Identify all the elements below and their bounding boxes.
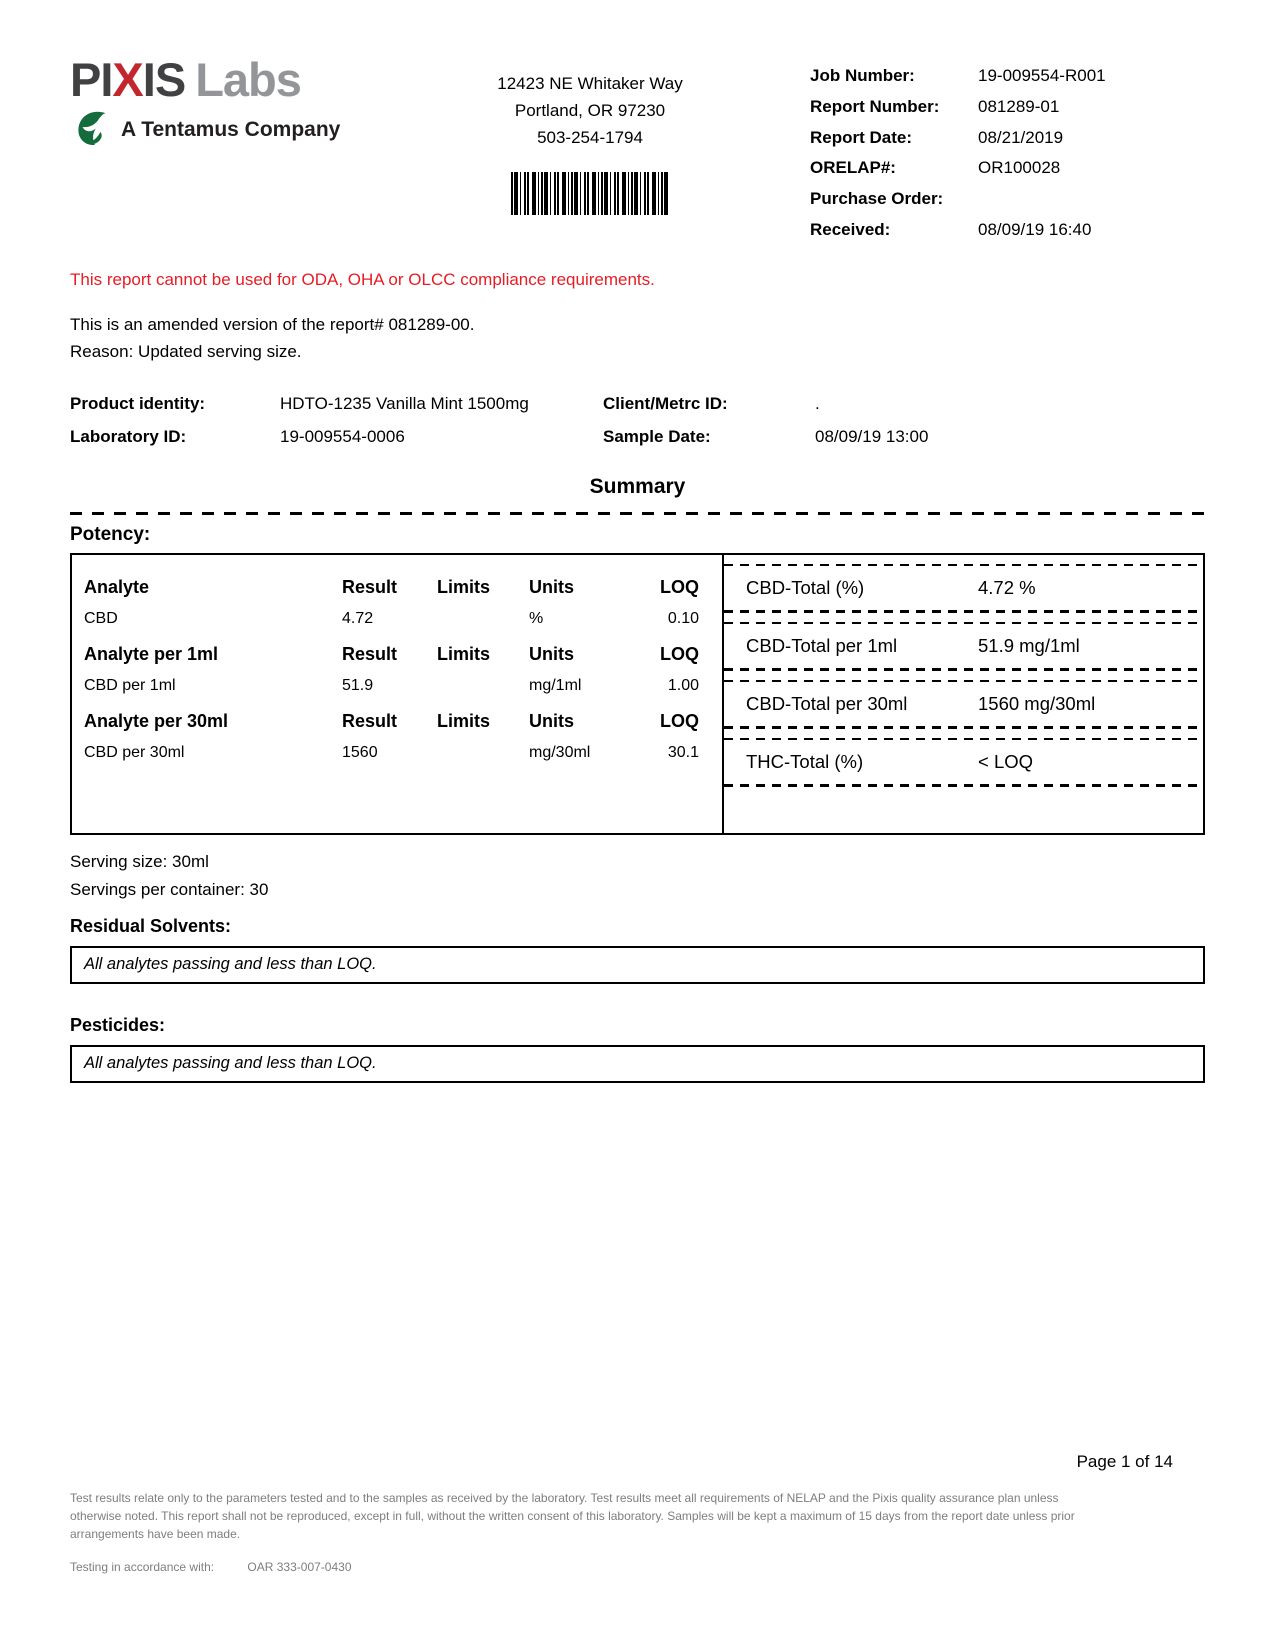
total-label: CBD-Total per 1ml xyxy=(746,635,898,657)
testing-value: OAR 333-007-0430 xyxy=(247,1560,352,1574)
brand-text: IS xyxy=(142,53,186,106)
totals-panel xyxy=(724,555,1203,833)
col-result: Result xyxy=(342,710,398,731)
leaf-icon xyxy=(76,107,112,152)
col-analyte: Analyte per 30ml xyxy=(84,710,229,731)
sample-date-label: Sample Date: xyxy=(603,427,711,447)
laboratory-id-value: 19-009554-0006 xyxy=(280,427,405,447)
page-indicator: Page 1 of 14 xyxy=(1076,1452,1173,1471)
report-footer xyxy=(70,1452,1205,1574)
report-date-value: 08/21/2019 xyxy=(978,127,1064,147)
job-number-value: 19-009554-R001 xyxy=(978,66,1106,85)
total-value: < LOQ xyxy=(978,751,1034,773)
total-value: 4.72 % xyxy=(978,577,1036,599)
analyte-limits xyxy=(437,610,529,628)
pesticides-heading: Pesticides: xyxy=(70,1015,166,1036)
analyte-row xyxy=(84,610,722,628)
analyte-table xyxy=(72,555,724,833)
analyte-units: mg/30ml xyxy=(529,743,591,761)
address-line: 503-254-1794 xyxy=(537,128,643,148)
col-result: Result xyxy=(342,643,398,664)
report-meta-grid xyxy=(810,64,1205,242)
analyte-table-header xyxy=(84,711,722,732)
disclaimer-line: Test results relate only to the parameters tested and to the samples as received by the laboratory. Test results meet all requirements of NELAP and the Pixis quality assurance plan unless xyxy=(70,1491,1059,1505)
residual-solvents-note: All analytes passing and less than LOQ. xyxy=(70,946,1205,984)
disclaimer xyxy=(70,1489,1205,1543)
col-units: Units xyxy=(529,643,574,664)
analyte-limits xyxy=(437,744,529,762)
analyte-loq: 0.10 xyxy=(667,609,699,627)
analyte-loq: 30.1 xyxy=(667,743,699,761)
disclaimer-line: otherwise noted. This report shall not be reproduced, except in full, without the written consent of this laboratory. Samples will be kept a maximum of 15 days from the report date unless prior xyxy=(70,1509,1075,1523)
analyte-name: CBD per 1ml xyxy=(84,676,176,694)
col-units: Units xyxy=(529,576,574,597)
dashed-divider xyxy=(724,784,1203,787)
pesticides-note: All analytes passing and less than LOQ. xyxy=(70,1045,1205,1083)
potency-heading: Potency: xyxy=(70,523,151,545)
sample-info xyxy=(70,392,1205,449)
client-metrc-value: . xyxy=(815,394,820,414)
amended-notice xyxy=(70,311,1205,365)
analyte-loq: 1.00 xyxy=(667,676,699,694)
dashed-divider xyxy=(724,668,1203,671)
disclaimer-line: arrangements have been made. xyxy=(70,1527,241,1541)
brand-wordmark xyxy=(70,53,430,106)
potency-box xyxy=(70,553,1205,835)
serving-info xyxy=(70,848,1205,903)
col-analyte: Analyte xyxy=(84,576,150,597)
analyte-name: CBD per 30ml xyxy=(84,743,185,761)
analyte-units: mg/1ml xyxy=(529,676,582,694)
analyte-name: CBD xyxy=(84,609,118,627)
lab-address-block xyxy=(465,56,715,260)
compliance-warning: This report cannot be used for ODA, OHA or OLCC compliance requirements. xyxy=(70,270,655,289)
brand-labs: Labs xyxy=(195,53,301,106)
barcode xyxy=(511,172,669,215)
analyte-units: % xyxy=(529,609,544,627)
residual-solvents-heading: Residual Solvents: xyxy=(70,916,232,937)
col-units: Units xyxy=(529,710,574,731)
analyte-result: 51.9 xyxy=(342,676,374,694)
summary-title: Summary xyxy=(589,474,686,498)
analyte-limits xyxy=(437,677,529,695)
received-label: Received: xyxy=(810,219,891,239)
analyte-result: 1560 xyxy=(342,743,378,761)
col-limits: Limits xyxy=(437,643,491,664)
analyte-table-header xyxy=(84,577,722,598)
orelap-value: OR100028 xyxy=(978,158,1061,178)
brand-tagline: A Tentamus Company xyxy=(121,117,341,141)
sample-date-value: 08/09/19 13:00 xyxy=(815,427,929,447)
dashed-divider xyxy=(724,726,1203,729)
testing-label: Testing in accordance with: xyxy=(70,1560,215,1574)
total-label: CBD-Total per 30ml xyxy=(746,693,908,715)
col-loq: LOQ xyxy=(660,710,699,731)
product-identity-value: HDTO-1235 Vanilla Mint 1500mg xyxy=(280,394,529,414)
analyte-row xyxy=(84,677,722,695)
total-label: CBD-Total (%) xyxy=(746,577,865,599)
total-value: 51.9 mg/1ml xyxy=(978,635,1080,657)
serving-size: Serving size: 30ml xyxy=(70,851,209,871)
laboratory-id-label: Laboratory ID: xyxy=(70,427,187,447)
total-row xyxy=(724,622,1203,671)
orelap-label: ORELAP#: xyxy=(810,158,896,178)
col-loq: LOQ xyxy=(660,576,699,597)
col-limits: Limits xyxy=(437,576,491,597)
job-number-label: Job Number: xyxy=(810,66,915,85)
total-row xyxy=(724,738,1203,787)
col-loq: LOQ xyxy=(660,643,699,664)
servings-per-container: Servings per container: 30 xyxy=(70,879,269,899)
report-meta-block xyxy=(810,56,1205,260)
brand-text: PI xyxy=(70,53,113,106)
purchase-order-label: Purchase Order: xyxy=(810,189,944,209)
received-value: 08/09/19 16:40 xyxy=(978,219,1092,239)
client-metrc-label: Client/Metrc ID: xyxy=(603,394,728,414)
col-analyte: Analyte per 1ml xyxy=(84,643,219,664)
analyte-row xyxy=(84,744,722,762)
brand-tagline-row xyxy=(76,107,430,152)
report-date-label: Report Date: xyxy=(810,127,913,147)
amended-line: This is an amended version of the report# 081289-00. xyxy=(70,315,475,334)
report-header xyxy=(70,53,1205,260)
total-row xyxy=(724,564,1203,613)
total-value: 1560 mg/30ml xyxy=(978,693,1096,715)
analyte-table-header xyxy=(84,644,722,665)
reason-line: Reason: Updated serving size. xyxy=(70,342,302,362)
testing-accordance xyxy=(70,1560,1205,1574)
purchase-order-value xyxy=(978,187,1205,211)
product-identity-label: Product identity: xyxy=(70,394,206,414)
total-label: THC-Total (%) xyxy=(746,751,864,773)
address-line: 12423 NE Whitaker Way xyxy=(497,74,683,93)
address-line: Portland, OR 97230 xyxy=(514,101,666,121)
dashed-divider xyxy=(724,610,1203,613)
report-number-label: Report Number: xyxy=(810,96,940,116)
pixis-logo xyxy=(70,53,430,260)
col-limits: Limits xyxy=(437,710,491,731)
total-row xyxy=(724,680,1203,729)
report-number-value: 081289-01 xyxy=(978,96,1060,116)
col-result: Result xyxy=(342,576,398,597)
brand-x: X xyxy=(112,53,143,106)
dashed-divider xyxy=(70,512,1205,515)
analyte-result: 4.72 xyxy=(342,609,374,627)
